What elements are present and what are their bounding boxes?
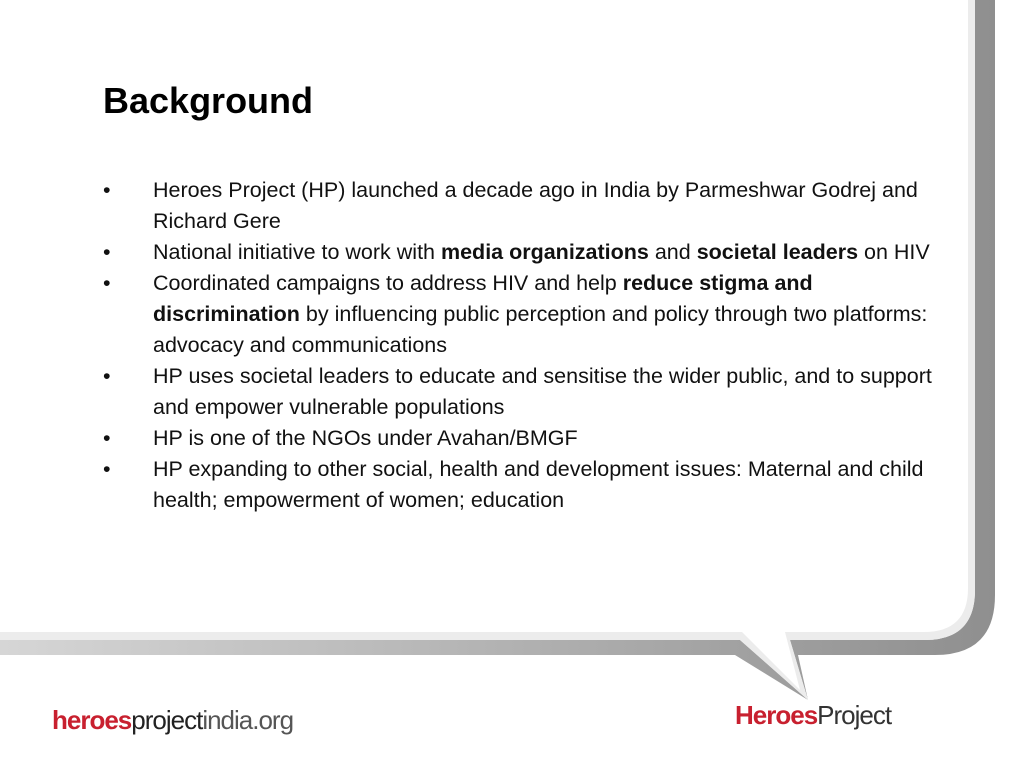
- footer-url-domain: india.org: [202, 705, 294, 735]
- bullet-text: HP uses societal leaders to educate and sensitise the wider public, and to support and empower vulnerable populations: [153, 364, 932, 419]
- bullet-text: by influencing public perception and policy through two platforms: advocacy and communications: [153, 302, 928, 357]
- logo-project: Project: [817, 700, 892, 730]
- bullet-item: [103, 423, 963, 454]
- bullet-text: Coordinated campaigns to address HIV and help: [153, 271, 623, 295]
- bullet-text: Heroes Project (HP) launched a decade ago in India by Parmeshwar Godrej and Richard Gere: [153, 178, 918, 233]
- bullet-marker: •: [103, 364, 111, 388]
- heroes-project-logo: [735, 700, 891, 731]
- bullet-bold-text: media organizations: [440, 240, 649, 264]
- bullet-text: HP expanding to other social, health and development issues: Maternal and child health; empowerment of women; education: [153, 457, 924, 512]
- bullet-marker: •: [103, 271, 111, 295]
- bullet-marker: •: [103, 178, 111, 202]
- bullet-item: [103, 268, 963, 361]
- bullet-marker: •: [103, 457, 111, 481]
- footer-website-url[interactable]: [52, 705, 293, 736]
- footer-url-heroes: heroes: [52, 705, 132, 735]
- bullet-item: [103, 175, 963, 237]
- slide-title: Background: [103, 80, 314, 121]
- bullet-marker: •: [103, 426, 111, 450]
- bullet-marker: •: [103, 240, 111, 264]
- bullet-bold-text: societal leaders: [696, 240, 859, 264]
- bullet-text: on HIV: [858, 240, 930, 264]
- bullet-item: [103, 237, 963, 268]
- bullet-bold-text: reduce stigma and discrimination: [153, 271, 813, 326]
- bullet-list: [103, 175, 963, 516]
- logo-heroes: Heroes: [735, 700, 818, 730]
- bullet-item: [103, 361, 963, 423]
- bullet-item: [103, 454, 963, 516]
- bullet-text: HP is one of the NGOs under Avahan/BMGF: [153, 426, 578, 450]
- footer-url-project: project: [131, 705, 203, 735]
- bullet-text: National initiative to work with: [153, 240, 441, 264]
- bullet-text: and: [648, 240, 697, 264]
